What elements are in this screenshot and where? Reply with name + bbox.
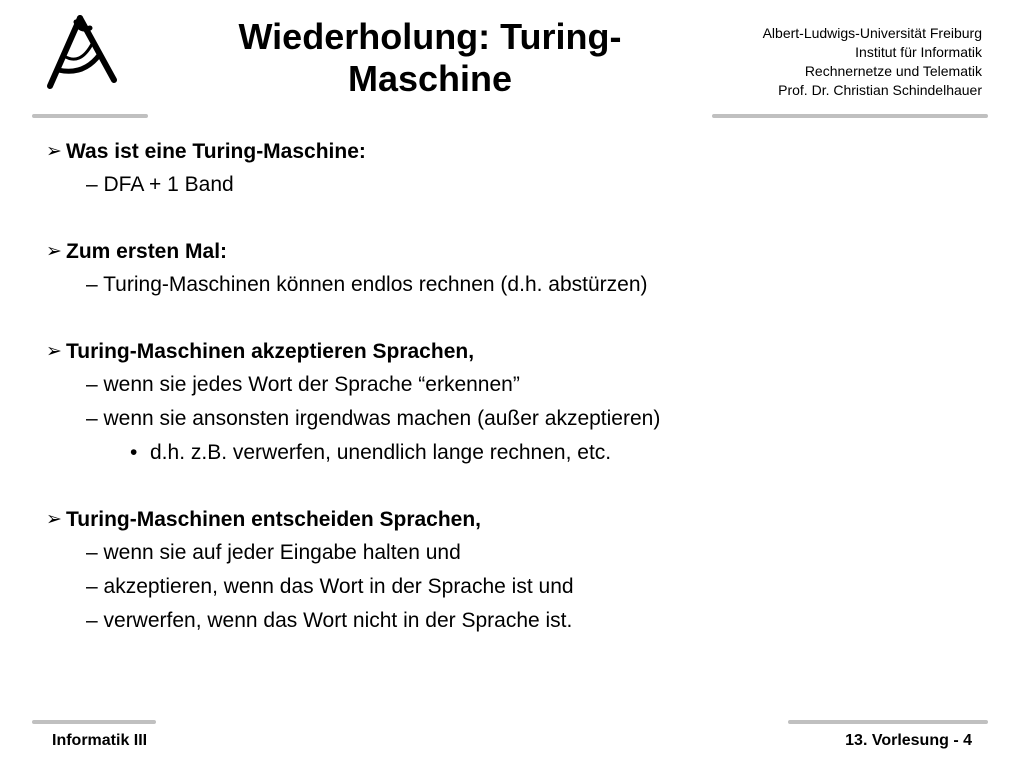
affiliation-professor: Prof. Dr. Christian Schindelhauer [778,82,982,98]
section-first-time [46,236,986,302]
arrow-bullet-icon: ➢ [46,241,62,262]
heading-text: Was ist eine Turing-Maschine: [66,140,366,163]
university-logo-icon [40,14,124,96]
arrow-bullet-icon: ➢ [46,341,62,362]
footer-course: Informatik III [52,732,148,749]
footer-rule-left [32,720,156,724]
slide-title [160,16,700,100]
heading-text: Turing-Maschinen akzeptieren Sprachen, [66,340,475,363]
title-line-2: Maschine [347,58,513,99]
header-rule-right [712,114,988,118]
section-heading [46,336,986,368]
affiliation-department: Rechnernetze und Telematik [804,63,982,79]
slide-content [46,136,986,672]
list-item: – verwerfen, wenn das Wort nicht in der Sprache ist. [86,609,573,632]
section-decide-languages [46,504,986,638]
list-item: – wenn sie ansonsten irgendwas machen (außer akzeptieren) [86,407,661,430]
section-heading [46,504,986,536]
list-item: – wenn sie auf jeder Eingabe halten und [86,541,461,564]
arrow-bullet-icon: ➢ [46,141,62,162]
section-accept-languages [46,336,986,470]
title-line-1: Wiederholung: Turing- [238,16,622,57]
sub-list-item [46,436,986,470]
arrow-bullet-icon: ➢ [46,509,62,530]
heading-text: Turing-Maschinen entscheiden Sprachen, [66,508,482,531]
section-heading [46,136,986,168]
header-rule-left [32,114,148,118]
affiliation-institute: Institut für Informatik [855,44,982,60]
footer-rule-right [788,720,988,724]
section-definition [46,136,986,202]
heading-text: Zum ersten Mal: [66,240,228,263]
sub-list-item-text: d.h. z.B. verwerfen, unendlich lange rechnen, etc. [150,441,612,464]
affiliation-block [763,24,982,100]
list-item: – wenn sie jedes Wort der Sprache “erkennen” [86,373,520,396]
list-item: – Turing-Maschinen können endlos rechnen (d.h. abstürzen) [86,273,648,296]
bullet-dot-icon: • [130,441,138,464]
affiliation-university: Albert-Ludwigs-Universität Freiburg [762,25,982,41]
footer-page-number: 13. Vorlesung - 4 [845,732,972,749]
list-item: – akzeptieren, wenn das Wort in der Sprache ist und [86,575,574,598]
list-item: – DFA + 1 Band [86,173,234,196]
section-heading [46,236,986,268]
